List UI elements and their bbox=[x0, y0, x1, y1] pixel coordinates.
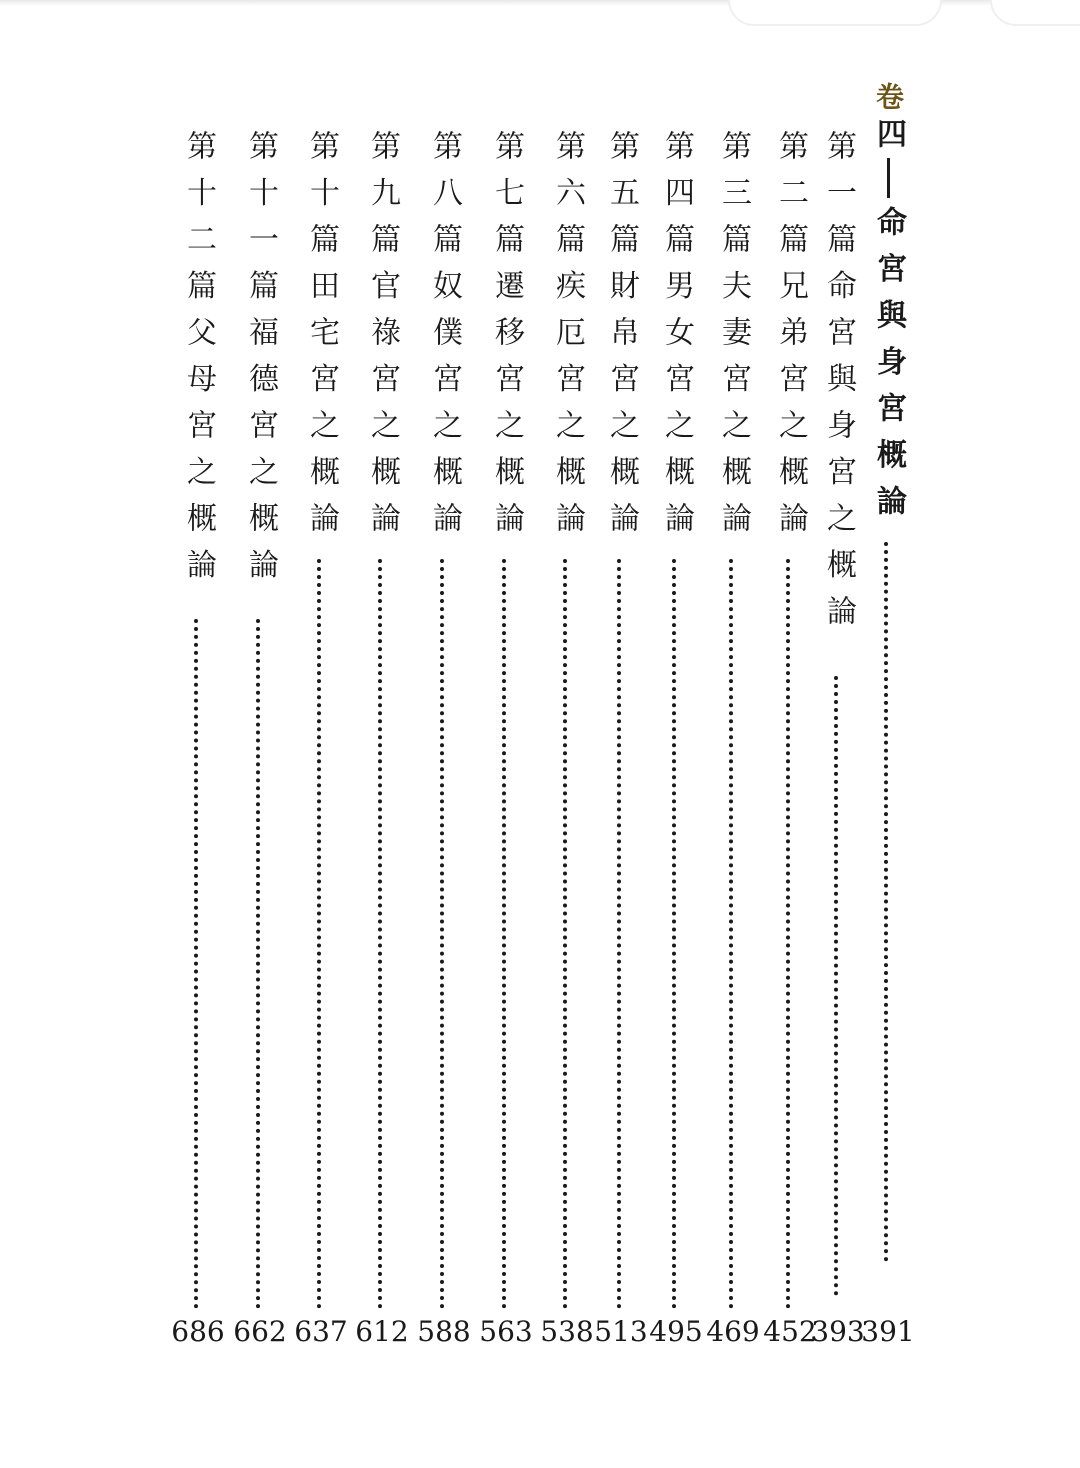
dotted-leader bbox=[440, 559, 450, 1309]
entry-page-number: 469 bbox=[706, 1315, 760, 1348]
dotted-leader bbox=[729, 559, 739, 1309]
toc-entry[interactable] bbox=[649, 130, 703, 1348]
volume-page-number: 391 bbox=[861, 1315, 915, 1348]
entry-title: 第三篇夫妻宮之概論 bbox=[716, 130, 751, 549]
dotted-leader bbox=[834, 676, 844, 1296]
toc-entry[interactable] bbox=[417, 130, 471, 1348]
dotted-leader bbox=[378, 559, 388, 1309]
entry-title: 第九篇官祿宮之概論 bbox=[365, 130, 400, 549]
entry-page-number: 513 bbox=[594, 1315, 648, 1348]
volume-number: 四 bbox=[871, 118, 906, 148]
toc-entry[interactable] bbox=[355, 130, 409, 1348]
entry-title: 第八篇奴僕宮之概論 bbox=[427, 130, 462, 549]
toc-entry[interactable] bbox=[233, 130, 287, 1348]
entry-title: 第七篇遷移宮之概論 bbox=[489, 130, 524, 549]
dotted-leader bbox=[502, 559, 512, 1309]
entry-page-number: 686 bbox=[171, 1315, 225, 1348]
dotted-leader bbox=[317, 559, 327, 1309]
entry-title: 第四篇男女宮之概論 bbox=[659, 130, 694, 549]
dotted-leader bbox=[617, 559, 627, 1309]
entry-page-number: 495 bbox=[649, 1315, 703, 1348]
entry-title: 第十一篇福德宮之概論 bbox=[243, 130, 278, 595]
entry-page-number: 637 bbox=[294, 1315, 348, 1348]
entry-page-number: 538 bbox=[540, 1315, 594, 1348]
entry-page-number: 588 bbox=[417, 1315, 471, 1348]
entry-title: 第五篇財帛宮之概論 bbox=[604, 130, 639, 549]
entry-title: 第六篇疾厄宮之概論 bbox=[550, 130, 585, 549]
dotted-leader bbox=[786, 559, 796, 1309]
toc-entry[interactable] bbox=[294, 130, 348, 1348]
entry-page-number: 662 bbox=[233, 1315, 287, 1348]
entry-page-number: 452 bbox=[763, 1315, 817, 1348]
toc-entry[interactable] bbox=[811, 130, 865, 1348]
volume-title: 命宮與身宮概論 bbox=[871, 206, 906, 532]
volume-label: 卷 bbox=[872, 82, 905, 112]
dotted-leader bbox=[672, 559, 682, 1309]
entry-title: 第十篇田宅宮之概論 bbox=[304, 130, 339, 549]
dotted-leader bbox=[884, 542, 894, 1262]
toc-entry[interactable] bbox=[171, 130, 225, 1348]
dotted-leader bbox=[563, 559, 573, 1309]
dotted-leader bbox=[194, 619, 204, 1309]
entry-page-number: 563 bbox=[479, 1315, 533, 1348]
entry-title: 第二篇兄弟宮之概論 bbox=[773, 130, 808, 549]
toc-entry[interactable] bbox=[479, 130, 533, 1348]
entry-page-number: 393 bbox=[811, 1315, 865, 1348]
dotted-leader bbox=[256, 619, 266, 1309]
top-tab-outline bbox=[728, 0, 942, 26]
entry-page-number: 612 bbox=[355, 1315, 409, 1348]
toc-entry[interactable] bbox=[594, 130, 648, 1348]
top-tab-outline-right bbox=[990, 0, 1080, 26]
toc-entry[interactable] bbox=[540, 130, 594, 1348]
toc-entry[interactable] bbox=[763, 130, 817, 1348]
volume-heading bbox=[861, 82, 915, 1348]
entry-title: 第十二篇父母宮之概論 bbox=[181, 130, 216, 595]
entry-title: 第一篇命宮與身宮之概論 bbox=[821, 130, 856, 642]
volume-dash bbox=[887, 158, 890, 198]
toc-entry[interactable] bbox=[706, 130, 760, 1348]
